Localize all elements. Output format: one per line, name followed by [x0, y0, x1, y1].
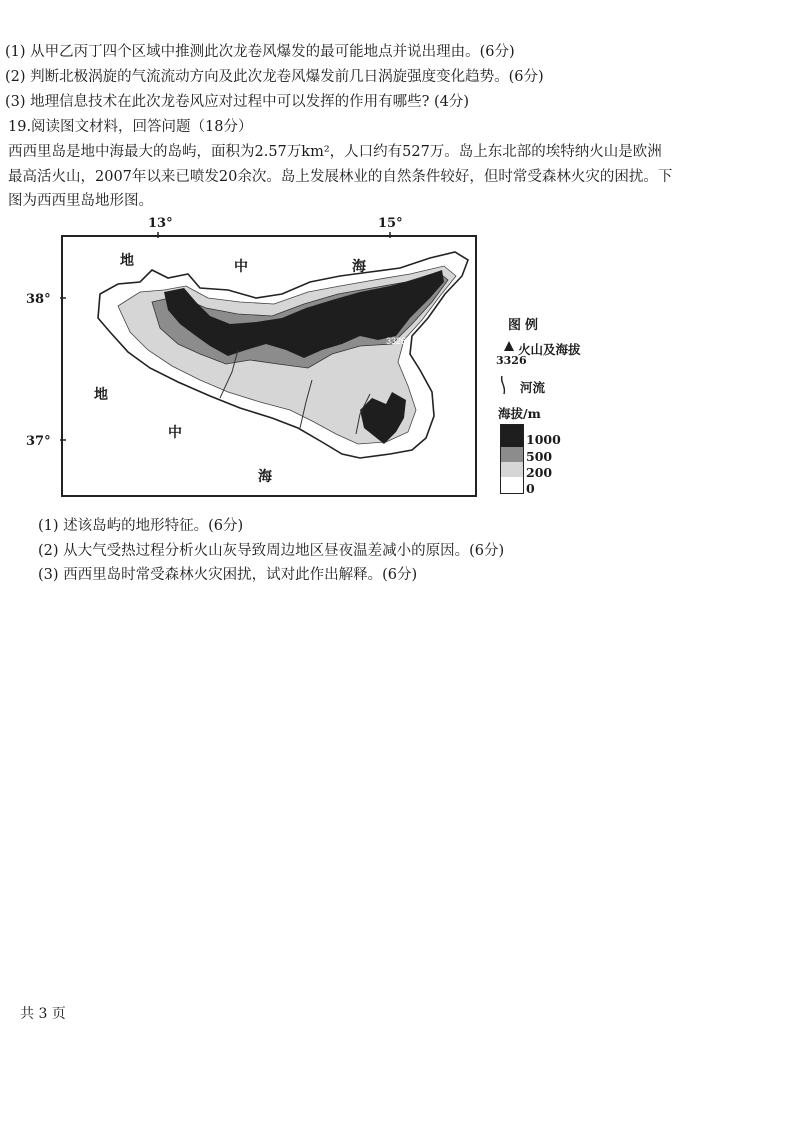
elevation-swatch-1000	[501, 425, 523, 447]
q19-paragraph-line2: 最高活火山，2007年以来已喷发20余次。岛上发展林业的自然条件较好，但时常受森林火灾的困扰。下	[8, 169, 673, 185]
legend-elevation-title: 海拔/m	[498, 406, 541, 421]
river-legend-icon	[498, 374, 518, 396]
q19-sub-question-3: (3) 西西里岛时常受森林火灾困扰，试对此作出解释。(6分)	[38, 567, 418, 583]
prev-question-2: (2) 判断北极涡旋的气流流动方向及此次龙卷风爆发前几日涡旋强度变化趋势。(6分)	[5, 69, 544, 85]
longitude-label-13: 13°	[148, 216, 173, 231]
volcano-icon	[502, 338, 516, 352]
legend-title: 图例	[508, 318, 543, 333]
q19-sub-question-2: (2) 从大气受热过程分析火山灰导致周边地区昼夜温差减小的原因。(6分)	[38, 543, 505, 559]
q19-paragraph-line1: 西西里岛是地中海最大的岛屿，面积为2.57万km²，人口约有527万。岛上东北部的埃特纳火山是欧洲	[8, 144, 662, 160]
legend-volcano-label: 火山及海拔	[518, 342, 581, 357]
q19-heading: 19.阅读图文材料，回答问题（18分）	[8, 119, 253, 135]
elevation-value-500: 500	[526, 449, 553, 464]
sicily-topographic-map	[60, 232, 480, 500]
legend-river-label: 河流	[520, 380, 546, 395]
page-footer: 共 3 页	[20, 1006, 66, 1022]
elevation-value-1000: 1000	[526, 432, 561, 447]
sea-label-top-1: 地	[120, 253, 134, 269]
legend-volcano-value: 3326	[496, 354, 527, 367]
elevation-value-0: 0	[526, 481, 535, 496]
prev-question-3: (3) 地理信息技术在此次龙卷风应对过程中可以发挥的作用有哪些? (4分)	[5, 94, 470, 110]
elevation-swatch-0	[501, 477, 523, 493]
prev-question-1: (1) 从甲乙丙丁四个区域中推测此次龙卷风爆发的最可能地点并说出理由。(6分)	[5, 44, 515, 60]
sea-label-top-3: 海	[352, 259, 366, 275]
q19-paragraph-line3: 图为西西里岛地形图。	[8, 193, 153, 209]
latitude-label-38: 38°	[26, 292, 51, 307]
longitude-label-15: 15°	[378, 216, 403, 231]
elevation-color-bar	[500, 424, 524, 494]
map-svg	[60, 232, 480, 500]
sea-label-top-2: 中	[234, 259, 248, 275]
sea-label-bottom-2: 中	[168, 425, 182, 441]
sea-label-bottom-1: 地	[94, 387, 108, 403]
elevation-value-200: 200	[526, 465, 553, 480]
sea-label-bottom-3: 海	[258, 469, 272, 485]
volcano-elevation-label: 3326	[386, 336, 407, 346]
q19-sub-question-1: (1) 述该岛屿的地形特征。(6分)	[38, 518, 244, 534]
elevation-swatch-500	[501, 447, 523, 462]
elevation-swatch-200	[501, 462, 523, 477]
latitude-label-37: 37°	[26, 434, 51, 449]
